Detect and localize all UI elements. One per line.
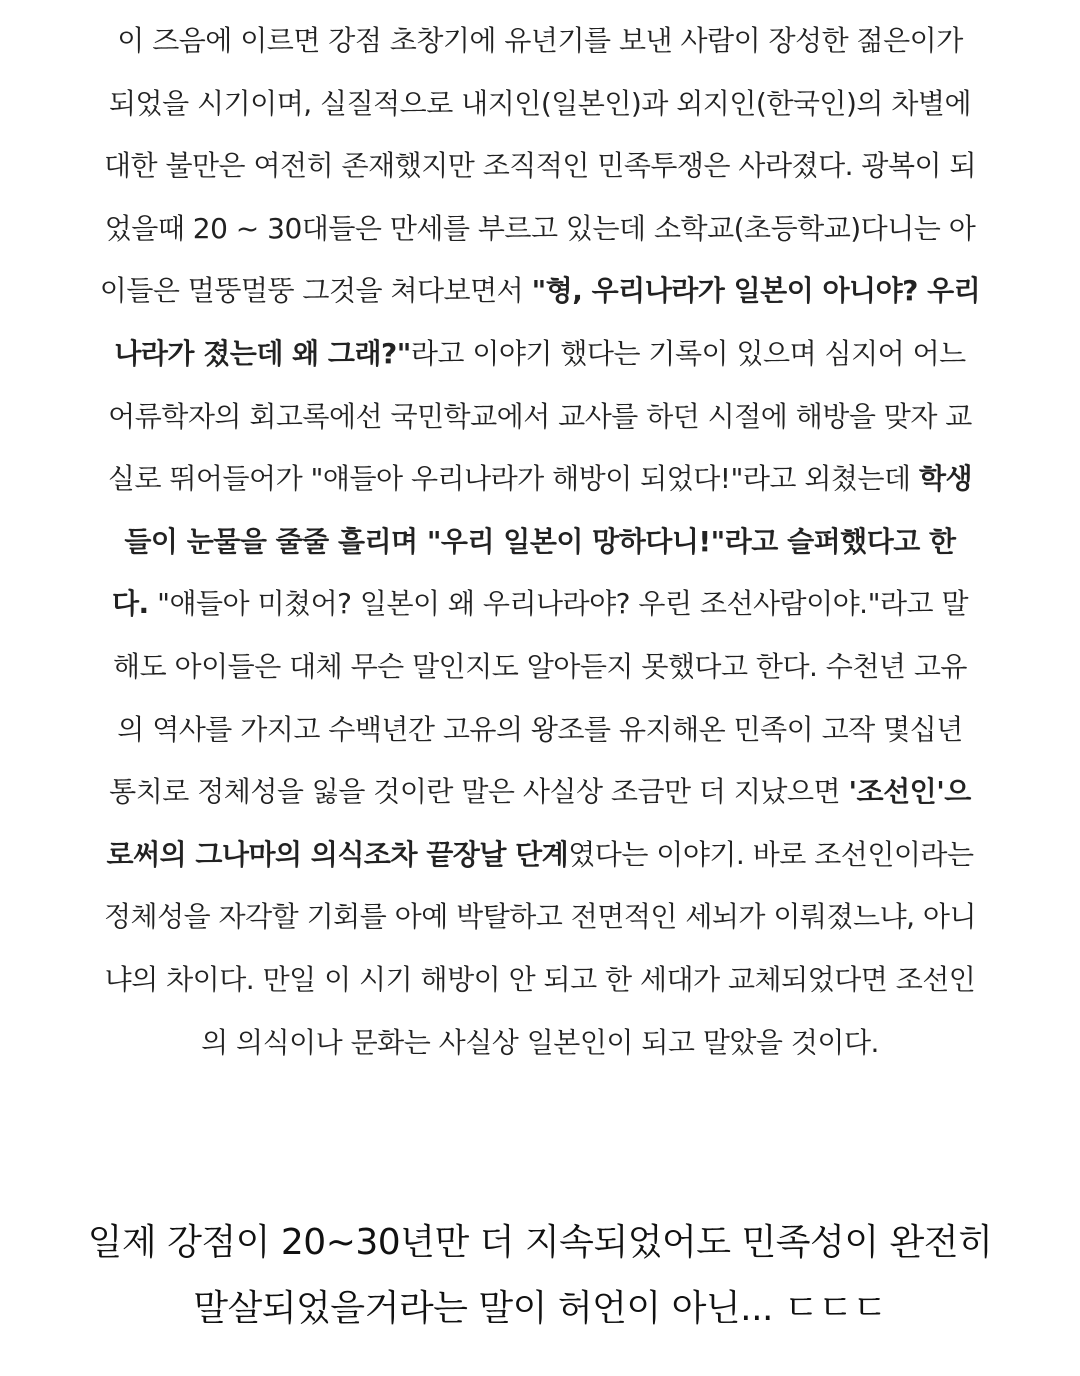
article-line (40, 573, 1040, 636)
line-text: 었을때 20 ~ 30대들은 만세를 부르고 있는데 소학교(초등학교)다니는 아 (104, 211, 976, 245)
line-text: 냐의 차이다. 만일 이 시기 해방이 안 되고 한 세대가 교체되었다면 조선인 (104, 962, 976, 996)
article-line (40, 10, 1040, 73)
emphasis-text: 학생 (918, 462, 973, 496)
article-line (40, 511, 1040, 574)
article-line (40, 1012, 1040, 1075)
article-line (40, 824, 1040, 887)
article-line (40, 323, 1040, 386)
article-line (40, 135, 1040, 198)
caption (20, 1210, 1060, 1342)
line-text: 실로 뛰어들어가 "얘들아 우리나라가 해방이 되었다!"라고 외쳤는데 (107, 462, 919, 496)
line-text: 였다는 이야기. 바로 조선인이라는 (568, 837, 974, 871)
line-text: 해도 아이들은 대체 무슨 말인지도 알아듣지 못했다고 한다. 수천년 고유 (113, 649, 967, 683)
emphasis-text: 로써의 그나마의 의식조차 끝장날 단계 (106, 837, 569, 871)
caption-line: 말살되었을거라는 말이 허언이 아닌... ㄷㄷㄷ (193, 1288, 887, 1329)
article-line (40, 448, 1040, 511)
line-text: 의 역사를 가지고 수백년간 고유의 왕조를 유지해온 민족이 고작 몇십년 (117, 712, 963, 746)
line-text: 되었을 시기이며, 실질적으로 내지인(일본인)과 외지인(한국인)의 차별에 (109, 86, 971, 120)
emphasis-text: '조선인'으 (848, 775, 971, 809)
line-text: 의 의식이나 문화는 사실상 일본인이 되고 말았을 것이다. (201, 1025, 879, 1059)
line-text: 어류학자의 회고록에선 국민학교에서 교사를 하던 시절에 해방을 맞자 교 (108, 399, 972, 433)
article-line (40, 198, 1040, 261)
line-text: "얘들아 미쳤어? 일본이 왜 우리나라야? 우린 조선사람이야."라고 말 (148, 587, 969, 621)
article-line (40, 699, 1040, 762)
article-line (40, 386, 1040, 449)
line-text: 이들은 멀뚱멀뚱 그것을 쳐다보면서 (99, 274, 532, 308)
emphasis-text: "형, 우리나라가 일본이 아니야? 우리 (531, 274, 981, 308)
article-line (40, 73, 1040, 136)
emphasis-text: 다. (111, 587, 149, 621)
article-line (40, 260, 1040, 323)
caption-line: 일제 강점이 20~30년만 더 지속되었어도 민족성이 완전히 (87, 1222, 993, 1263)
article-body (40, 10, 1040, 1074)
article-line (40, 949, 1040, 1012)
article-line (40, 886, 1040, 949)
line-text: 대한 불만은 여전히 존재했지만 조직적인 민족투쟁은 사라졌다. 광복이 되 (103, 149, 977, 183)
emphasis-text: 들이 눈물을 줄줄 흘리며 "우리 일본이 망하다니!"라고 슬퍼했다고 한 (124, 524, 956, 558)
emphasis-text: 나라가 졌는데 왜 그래?" (114, 336, 411, 370)
line-text: 통치로 정체성을 잃을 것이란 말은 사실상 조금만 더 지났으면 (109, 775, 849, 809)
line-text: 라고 이야기 했다는 기록이 있으며 심지어 어느 (410, 336, 966, 370)
line-text: 정체성을 자각할 기회를 아예 박탈하고 전면적인 세뇌가 이뤄졌느냐, 아니 (103, 900, 977, 934)
article-line (40, 761, 1040, 824)
article-line (40, 636, 1040, 699)
line-text: 이 즈음에 이르면 강점 초창기에 유년기를 보낸 사람이 장성한 젊은이가 (117, 24, 963, 57)
